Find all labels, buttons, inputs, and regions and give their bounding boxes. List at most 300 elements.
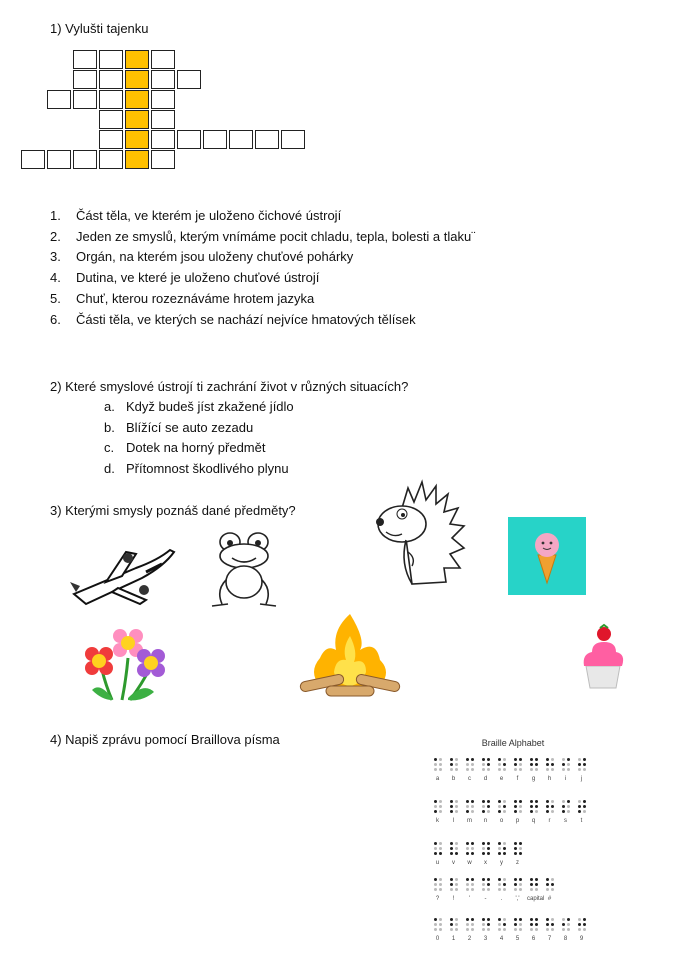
braille-dot: [498, 810, 501, 813]
braille-dot: [503, 852, 506, 855]
braille-dot: [471, 883, 474, 886]
braille-dot: [439, 852, 442, 855]
braille-dot: [487, 878, 490, 881]
braille-dot: [498, 928, 501, 931]
braille-dot: [482, 923, 485, 926]
braille-dot: [583, 810, 586, 813]
braille-dot: [551, 758, 554, 761]
braille-dot: [498, 763, 501, 766]
braille-dot: [519, 758, 522, 761]
braille-dot: [578, 800, 581, 803]
braille-dot: [503, 842, 506, 845]
braille-dot: [434, 800, 437, 803]
braille-dot: [519, 878, 522, 881]
braille-dot: [450, 758, 453, 761]
braille-dot: [519, 842, 522, 845]
clue-item: 2. Jeden ze smyslů, kterým vnímáme pocit chladu, tepla, bolesti a tlaku¨: [50, 229, 476, 244]
braille-dot: [519, 928, 522, 931]
braille-dot: [450, 878, 453, 881]
braille-dot: [466, 852, 469, 855]
situation-item: a. Když budeš jíst zkažené jídlo: [104, 399, 294, 414]
crossword-secret-cell[interactable]: [125, 150, 149, 169]
situation-item: d. Přítomnost škodlivého plynu: [104, 461, 289, 476]
ice-cream-picture: [508, 517, 586, 595]
crossword-secret-cell[interactable]: [125, 70, 149, 89]
braille-dot: [482, 928, 485, 931]
braille-dot: [487, 918, 490, 921]
braille-dot: [583, 805, 586, 808]
crossword-cell[interactable]: [99, 90, 123, 109]
task2-heading: 2) Které smyslové ústrojí ti zachrání život v různých situacích?: [50, 379, 409, 394]
braille-dot: [530, 758, 533, 761]
braille-dot: [466, 805, 469, 808]
braille-dot: [487, 842, 490, 845]
braille-dot: [498, 805, 501, 808]
braille-dot: [567, 768, 570, 771]
braille-dot: [466, 928, 469, 931]
braille-dot: [450, 810, 453, 813]
crossword-cell[interactable]: [177, 70, 201, 89]
braille-dot: [487, 763, 490, 766]
braille-dot: [567, 805, 570, 808]
braille-dot: [482, 810, 485, 813]
braille-dot: [439, 888, 442, 891]
braille-dot: [519, 805, 522, 808]
braille-label: ',': [515, 896, 520, 902]
braille-dot: [530, 883, 533, 886]
braille-dot: [439, 800, 442, 803]
crossword-cell[interactable]: [21, 150, 45, 169]
braille-dot: [434, 810, 437, 813]
braille-dot: [514, 852, 517, 855]
braille-dot: [498, 923, 501, 926]
braille-dot: [466, 888, 469, 891]
braille-label: d: [483, 776, 488, 782]
braille-alphabet-chart: [428, 738, 598, 960]
braille-label: #: [547, 896, 552, 902]
crossword-cell[interactable]: [99, 70, 123, 89]
braille-dot: [471, 768, 474, 771]
braille-dot: [546, 805, 549, 808]
braille-label: capital: [527, 896, 545, 902]
braille-dot: [535, 878, 538, 881]
clue-item: 1. Část těla, ve kterém je uloženo čichové ústrojí: [50, 208, 342, 223]
braille-dot: [514, 758, 517, 761]
braille-dot: [567, 763, 570, 766]
braille-dot: [583, 763, 586, 766]
braille-dot: [546, 923, 549, 926]
braille-dot: [551, 810, 554, 813]
braille-dot: [434, 888, 437, 891]
crossword-secret-cell[interactable]: [125, 130, 149, 149]
braille-dot: [471, 800, 474, 803]
braille-dot: [487, 847, 490, 850]
crossword-cell[interactable]: [151, 90, 175, 109]
braille-dot: [434, 842, 437, 845]
braille-label: v: [452, 860, 455, 866]
braille-dot: [514, 883, 517, 886]
braille-label: 5: [515, 936, 520, 942]
braille-dot: [498, 842, 501, 845]
braille-label: c: [468, 776, 471, 782]
braille-dot: [530, 928, 533, 931]
braille-dot: [466, 923, 469, 926]
braille-label: 1: [451, 936, 456, 942]
braille-dot: [439, 847, 442, 850]
crossword-secret-cell[interactable]: [125, 90, 149, 109]
braille-dot: [498, 852, 501, 855]
braille-dot: [578, 768, 581, 771]
braille-dot: [578, 805, 581, 808]
braille-dot: [567, 758, 570, 761]
braille-dot: [562, 805, 565, 808]
crossword-cell[interactable]: [255, 130, 279, 149]
braille-dot: [514, 928, 517, 931]
braille-label: b: [451, 776, 456, 782]
crossword-cell[interactable]: [151, 50, 175, 69]
braille-dot: [450, 763, 453, 766]
braille-dot: [546, 800, 549, 803]
braille-dot: [503, 800, 506, 803]
crossword-cell[interactable]: [151, 130, 175, 149]
braille-label: 2: [467, 936, 472, 942]
braille-dot: [450, 918, 453, 921]
braille-dot: [498, 847, 501, 850]
braille-dot: [498, 883, 501, 886]
braille-dot: [503, 847, 506, 850]
braille-dot: [530, 878, 533, 881]
braille-dot: [546, 883, 549, 886]
braille-dot: [546, 878, 549, 881]
braille-dot: [471, 842, 474, 845]
braille-label: h: [547, 776, 552, 782]
braille-dot: [535, 800, 538, 803]
braille-dot: [471, 810, 474, 813]
braille-dot: [551, 883, 554, 886]
braille-dot: [487, 810, 490, 813]
braille-dot: [439, 883, 442, 886]
braille-dot: [562, 923, 565, 926]
braille-dot: [487, 928, 490, 931]
braille-dot: [455, 810, 458, 813]
braille-dot: [535, 763, 538, 766]
crossword-cell[interactable]: [99, 130, 123, 149]
task3-heading: 3) Kterými smysly poznáš dané předměty?: [50, 503, 296, 518]
braille-dot: [578, 918, 581, 921]
braille-dot: [546, 763, 549, 766]
braille-label: 7: [547, 936, 552, 942]
braille-dot: [455, 928, 458, 931]
braille-dot: [482, 758, 485, 761]
braille-dot: [519, 810, 522, 813]
braille-dot: [482, 805, 485, 808]
crossword-cell[interactable]: [229, 130, 253, 149]
crossword-cell[interactable]: [73, 70, 97, 89]
braille-dot: [434, 758, 437, 761]
braille-dot: [434, 847, 437, 850]
braille-dot: [482, 888, 485, 891]
braille-dot: [535, 758, 538, 761]
braille-dot: [498, 918, 501, 921]
campfire-picture: [296, 610, 404, 702]
braille-dot: [546, 918, 549, 921]
braille-label: .: [500, 896, 503, 902]
braille-dot: [562, 758, 565, 761]
braille-dot: [530, 763, 533, 766]
braille-dot: [546, 888, 549, 891]
braille-chart-title: Braille Alphabet: [481, 738, 545, 748]
braille-dot: [551, 805, 554, 808]
braille-dot: [503, 758, 506, 761]
braille-dot: [450, 805, 453, 808]
crossword-secret-cell[interactable]: [125, 50, 149, 69]
airplane-picture: [66, 532, 178, 612]
braille-dot: [434, 928, 437, 931]
braille-dot: [439, 878, 442, 881]
braille-dot: [562, 768, 565, 771]
braille-dot: [562, 810, 565, 813]
braille-dot: [466, 768, 469, 771]
braille-dot: [466, 847, 469, 850]
braille-dot: [530, 768, 533, 771]
braille-dot: [434, 763, 437, 766]
braille-dot: [471, 847, 474, 850]
braille-dot: [503, 918, 506, 921]
crossword-cell[interactable]: [47, 90, 71, 109]
braille-dot: [546, 758, 549, 761]
braille-dot: [487, 923, 490, 926]
braille-label: w: [467, 860, 472, 866]
braille-dot: [466, 878, 469, 881]
braille-dot: [514, 768, 517, 771]
crossword-cell[interactable]: [203, 130, 227, 149]
braille-dot: [514, 878, 517, 881]
crossword-cell[interactable]: [151, 70, 175, 89]
braille-dot: [455, 758, 458, 761]
crossword-cell[interactable]: [281, 130, 305, 149]
braille-dot: [535, 918, 538, 921]
braille-dot: [439, 763, 442, 766]
braille-dot: [487, 758, 490, 761]
braille-dot: [514, 888, 517, 891]
braille-label: -: [484, 896, 487, 902]
braille-dot: [530, 888, 533, 891]
braille-dot: [471, 923, 474, 926]
braille-dot: [450, 847, 453, 850]
braille-dot: [487, 888, 490, 891]
braille-dot: [519, 923, 522, 926]
braille-dot: [471, 852, 474, 855]
braille-dot: [530, 800, 533, 803]
braille-dot: [455, 805, 458, 808]
braille-dot: [434, 883, 437, 886]
braille-dot: [471, 888, 474, 891]
braille-dot: [551, 768, 554, 771]
braille-dot: [455, 847, 458, 850]
braille-dot: [434, 923, 437, 926]
braille-dot: [487, 883, 490, 886]
braille-label: ?: [435, 896, 440, 902]
task4-heading: 4) Napiš zprávu pomocí Braillova písma: [50, 732, 280, 747]
clue-item: 3. Orgán, na kterém jsou uloženy chuťové pohárky: [50, 249, 354, 264]
clue-item: 6. Části těla, ve kterých se nachází nejvíce hmatových tělísek: [50, 312, 416, 327]
braille-dot: [503, 878, 506, 881]
braille-dot: [466, 883, 469, 886]
braille-dot: [583, 758, 586, 761]
braille-dot: [583, 800, 586, 803]
braille-dot: [439, 758, 442, 761]
braille-label: p: [515, 818, 520, 824]
braille-dot: [551, 888, 554, 891]
braille-dot: [503, 763, 506, 766]
braille-dot: [487, 800, 490, 803]
braille-dot: [578, 763, 581, 766]
braille-dot: [530, 918, 533, 921]
braille-dot: [535, 923, 538, 926]
braille-dot: [439, 928, 442, 931]
braille-dot: [583, 928, 586, 931]
crossword-cell[interactable]: [73, 50, 97, 69]
braille-dot: [546, 768, 549, 771]
braille-dot: [455, 800, 458, 803]
braille-label: e: [499, 776, 504, 782]
braille-label: m: [467, 818, 472, 824]
braille-dot: [439, 810, 442, 813]
braille-dot: [450, 800, 453, 803]
braille-dot: [519, 847, 522, 850]
task1-heading: 1) Vylušti tajenku: [50, 21, 149, 36]
braille-label: i: [564, 776, 567, 782]
crossword-cell[interactable]: [151, 110, 175, 129]
braille-label: g: [531, 776, 536, 782]
braille-dot: [546, 928, 549, 931]
braille-dot: [471, 928, 474, 931]
braille-dot: [482, 763, 485, 766]
crossword-secret-cell[interactable]: [125, 110, 149, 129]
situation-item: c. Dotek na horný předmět: [104, 440, 266, 455]
braille-label: !: [452, 896, 455, 902]
braille-dot: [514, 805, 517, 808]
braille-dot: [482, 768, 485, 771]
braille-dot: [466, 810, 469, 813]
braille-dot: [466, 763, 469, 766]
braille-dot: [567, 928, 570, 931]
frog-picture: [208, 530, 280, 610]
braille-dot: [482, 918, 485, 921]
braille-dot: [487, 852, 490, 855]
braille-label: x: [484, 860, 487, 866]
situation-item: b. Blížící se auto zezadu: [104, 420, 254, 435]
braille-dot: [455, 852, 458, 855]
braille-dot: [498, 758, 501, 761]
braille-dot: [551, 918, 554, 921]
braille-dot: [455, 883, 458, 886]
braille-dot: [514, 847, 517, 850]
crossword-cell[interactable]: [73, 90, 97, 109]
braille-dot: [519, 918, 522, 921]
braille-label: o: [499, 818, 504, 824]
crossword-cell[interactable]: [99, 50, 123, 69]
braille-dot: [535, 768, 538, 771]
braille-dot: [466, 800, 469, 803]
crossword-cell[interactable]: [151, 150, 175, 169]
braille-dot: [455, 878, 458, 881]
braille-dot: [482, 847, 485, 850]
hedgehog-picture: [372, 478, 472, 590]
braille-dot: [567, 810, 570, 813]
braille-dot: [535, 883, 538, 886]
braille-dot: [450, 888, 453, 891]
braille-dot: [551, 928, 554, 931]
braille-dot: [466, 918, 469, 921]
braille-label: k: [436, 818, 439, 824]
braille-dot: [583, 923, 586, 926]
braille-dot: [455, 768, 458, 771]
braille-dot: [455, 918, 458, 921]
braille-dot: [530, 810, 533, 813]
braille-dot: [439, 923, 442, 926]
clue-item: 5. Chuť, kterou rozeznáváme hrotem jazyka: [50, 291, 315, 306]
braille-dot: [439, 768, 442, 771]
crossword-cell[interactable]: [47, 150, 71, 169]
braille-dot: [482, 878, 485, 881]
braille-dot: [551, 763, 554, 766]
braille-dot: [562, 800, 565, 803]
braille-dot: [450, 842, 453, 845]
braille-label: n: [483, 818, 488, 824]
braille-label: q: [531, 818, 536, 824]
braille-label: f: [516, 776, 519, 782]
braille-dot: [567, 923, 570, 926]
crossword-cell[interactable]: [99, 110, 123, 129]
braille-label: r: [548, 818, 551, 824]
braille-dot: [551, 878, 554, 881]
braille-dot: [578, 810, 581, 813]
braille-dot: [434, 878, 437, 881]
braille-dot: [439, 805, 442, 808]
braille-dot: [535, 810, 538, 813]
braille-dot: [450, 883, 453, 886]
crossword-cell[interactable]: [99, 150, 123, 169]
braille-dot: [551, 800, 554, 803]
braille-label: 4: [499, 936, 504, 942]
braille-label: a: [435, 776, 440, 782]
braille-dot: [578, 923, 581, 926]
braille-dot: [578, 928, 581, 931]
braille-dot: [578, 758, 581, 761]
braille-dot: [450, 923, 453, 926]
crossword-cell[interactable]: [73, 150, 97, 169]
braille-dot: [562, 763, 565, 766]
braille-dot: [546, 810, 549, 813]
braille-dot: [530, 923, 533, 926]
braille-dot: [455, 923, 458, 926]
flowers-picture: [72, 620, 168, 704]
braille-dot: [439, 842, 442, 845]
braille-label: t: [580, 818, 583, 824]
crossword-cell[interactable]: [177, 130, 201, 149]
braille-dot: [535, 928, 538, 931]
clue-item: 4. Dutina, ve které je uloženo chuťové ústrojí: [50, 270, 320, 285]
braille-label: 3: [483, 936, 488, 942]
braille-dot: [503, 805, 506, 808]
braille-dot: [514, 923, 517, 926]
braille-dot: [519, 763, 522, 766]
braille-dot: [583, 918, 586, 921]
braille-dot: [514, 918, 517, 921]
braille-label: 9: [579, 936, 584, 942]
braille-label: 8: [563, 936, 568, 942]
